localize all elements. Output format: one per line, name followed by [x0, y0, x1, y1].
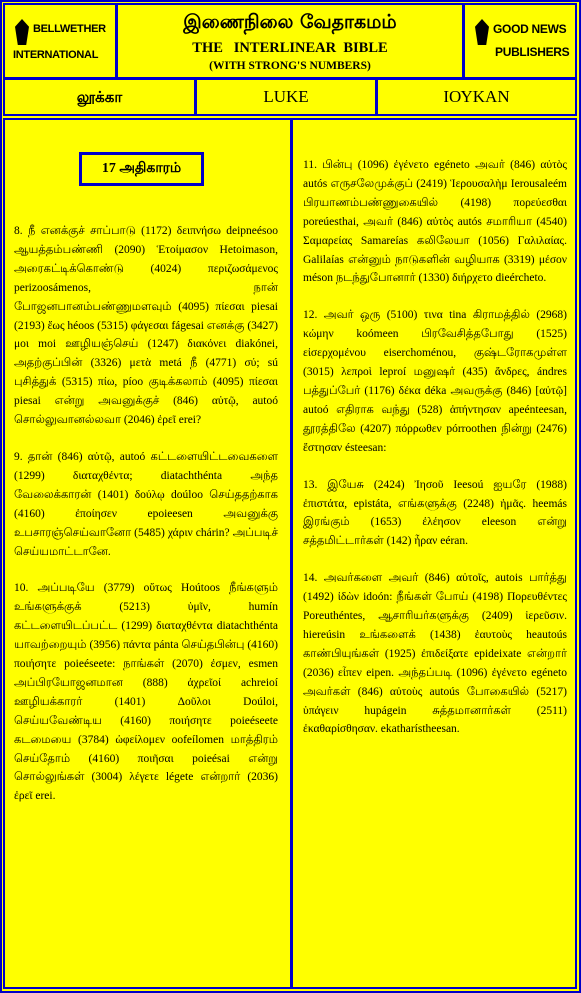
- bellwether-logo-icon: [15, 19, 29, 45]
- left-logo-text-2: INTERNATIONAL: [13, 49, 99, 61]
- verse-10: 10. அப்படியே (3779) οὕτως Hoútoos நீங்களும் உங்களுக்குக் (5213) ὑμῖν, humín கட்டளையிடப்பட்ட (1299) διαταχθέντα diatachthénta யாவற்றையும் (3956) πάντα pánta செய்தபின்பு (4160) ποιήσητε poieéseete: நாங்கள் (2070) ἐσμεν, esmen அப்பிரயோஜனமான (888) ἀχρεῖοί achreioí ஊழியக்காரர் (1401) Δοῦλοι Doúloi, செய்யவேண்டிய (4160) ποιήσητε poieéseete கடமையை (3784) ὠφείλομεν oofeílomen மாத்திரம் செய்தோம் (4160) ποιῆσαι poieésai என்று சொல்லுங்கள் (3004) λέγετε légete என்றார் (2036) ἐρεῖ erei.: [14, 582, 278, 803]
- title-tamil: இணைநிலை வேதாகமம்: [183, 11, 397, 33]
- good-news-logo-icon: [475, 19, 489, 45]
- book-tamil-box: [3, 78, 196, 116]
- title-subtitle: (WITH STRONG'S NUMBERS): [209, 60, 371, 72]
- verse-14: 14. அவர்களை அவர் (846) αὐτοῖς, autois பார்த்து (1492) ἰδὼν idoón: நீங்கள் போய் (4198) Πορευθέντες Poreuthéntes, ஆசாரியர்களுக்கு (2409) ἱερεῦσιν. hiereúsin உங்களைக் (1438) ἑαυτοὺς heautoús காண்பியுங்கள் (1925) ἐπιδείξατε epideixate என்றார் (2036) εἶπεν eipen. அந்தப்படி (1096) ἐγένετο egéneto அவர்கள் (846) αὐτοὺς autoús போகையில் (5217) ὑπάγειν hupágein சுத்தமானார்கள் (2511) ἐκαθαρίσθησαν. ekatharístheesan.: [303, 572, 567, 736]
- book-greek: ΙΟΥΚΑΝ: [443, 87, 510, 106]
- right-logo-box: [463, 3, 577, 79]
- verse-13: 13. இயேசு (2424) Ἰησοῦ Ieesoú ஐயரே (1988) ἐπιστάτα, epistáta, எங்களுக்கு (2248) ἡμᾶς. heemás இரங்கும் (1653) ἐλέησον eleeson என்று சத்தமிட்டார்கள் (142) ἦραν eéran.: [303, 478, 567, 548]
- left-logo-text-1: BELLWETHER: [33, 23, 106, 35]
- verse-9: 9. தான் (846) αὐτῷ, autoó கட்டளையிட்டவைகளை (1299) διαταχθέντα; diatachthénta அந்த வேலைக்காரன் (1401) δούλῳ doúloo செய்ததற்காக (4160) ἐποίησεν epoieesen அவனுக்கு உபசாரஞ்செய்வானோ (5485) χάριν chárin? அப்படிச் செய்யமாட்டானே.: [14, 450, 278, 558]
- right-logo-text-1: GOOD NEWS: [493, 22, 567, 36]
- title-box: [116, 3, 464, 79]
- right-verses: [303, 156, 567, 757]
- book-english: LUKE: [263, 87, 309, 106]
- right-logo-text-2: PUBLISHERS: [495, 45, 570, 59]
- verse-11: 11. பின்பு (1096) ἐγένετο egéneto அவர் (846) αὐτὸς autós எருசலேமுக்குப் (2419) Ἱερουσαλὴμ Ierousaleém பிரயாணம்பண்ணுகையில் (4198) πορεύεσθαι poreúesthai, அவர் (846) αὐτὸς autós சமாரியா (4540) Σαμαρείας Samareías கலிலேயா (1056) Γαλιλαίας. Galilaías என்னும் நாடுகளின் வழியாக (3319) μέσον méson நடந்துபோனார் (1330) διήρχετο dieércheto.: [303, 159, 567, 285]
- book-tamil: லூக்கா: [76, 88, 123, 106]
- chapter-label: 17 அதிகாரம்: [79, 152, 204, 186]
- verse-8: 8. நீ எனக்குச் சாப்பாடு (1172) δειπνήσω deipneésoo ஆயத்தம்பண்ணி (2090) Ἑτοίμασον Hetoimason, அரைகட்டிக்கொண்டு (4024) περιζωσάμενος perizoosámenos, நான் போஜனபானம்பண்ணுமளவும் (4095) πίεσαι piesai (2193) ἕως héoos (5315) φάγεσαι fágesai எனக்கு (3427) μοι moi ஊழியஞ்செய் (1247) διακόνει diakónei, அதற்குப்பின் (3326) μετὰ metá நீ (4771) σύ; sú புசித்துக் (5315) πίω, píoo குடிக்கலாம் (4095) πίεσαι piesai என்று அவனுக்குச் (846) αὐτῷ, autoó சொல்லுவானல்லவா (2046) ἐρεῖ erei?: [14, 225, 278, 427]
- book-greek-box: [376, 78, 577, 116]
- title-english: THE INTERLINEAR BIBLE: [192, 40, 388, 56]
- verse-12: 12. அவர் ஒரு (5100) τινα tina கிராமத்தில் (2968) κώμην koómeen பிரவேசித்தபோது (1525) εἰσερχομένου eiserchoménou, குஷ்டரோகமுள்ள (3015) λεπροὶ leproí மனுஷர் (435) ἄνδρες, ándres பத்துப்பேர் (1176) δέκα déka அவருக்கு (846) [αὐτῷ] autoó எதிராக வந்து (528) ἀπήντησαν apeénteesan, தூரத்திலே (4207) πόρρωθεν pórroothen நின்று (2476) ἔστησαν ésteesan:: [303, 309, 567, 454]
- left-verses: [14, 222, 278, 824]
- book-english-box: [195, 78, 377, 116]
- left-logo-box: [3, 3, 117, 79]
